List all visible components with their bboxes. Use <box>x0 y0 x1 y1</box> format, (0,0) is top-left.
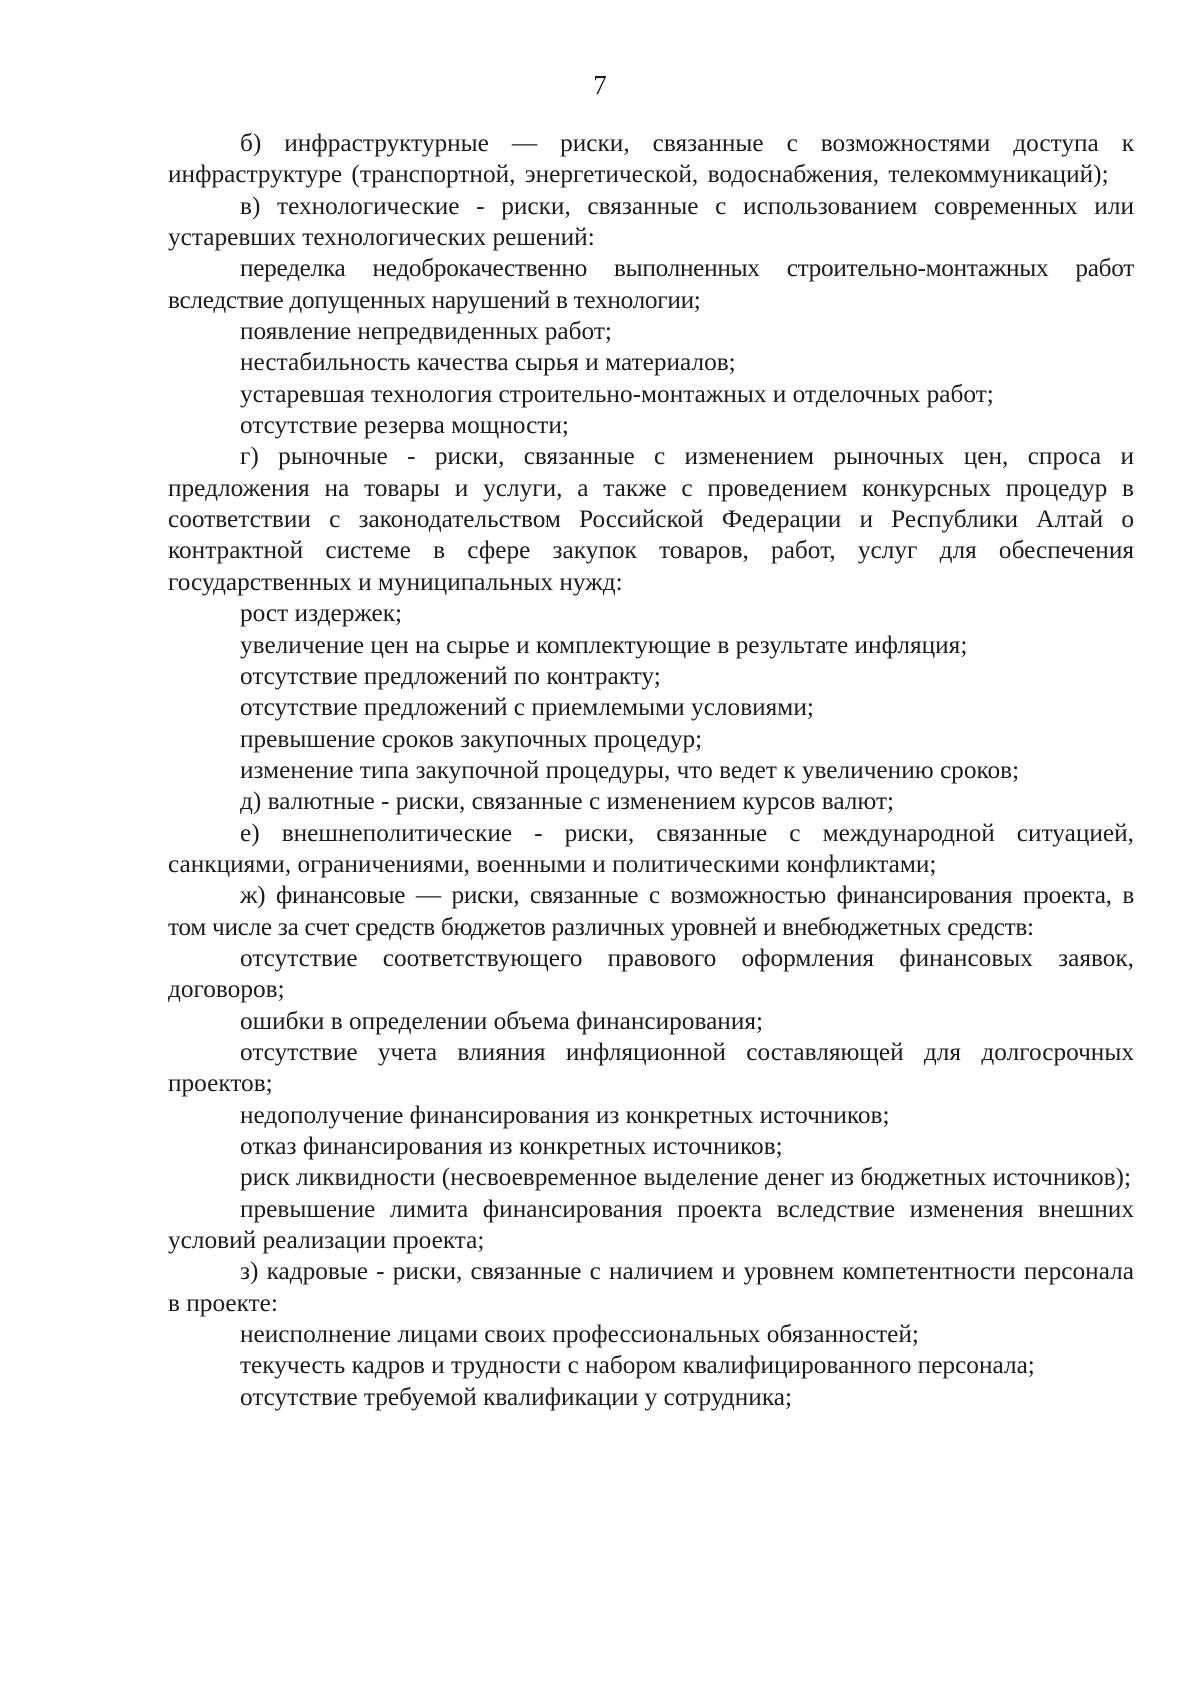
paragraph-foreign-policy-risks: е) внешнеполитические - риски, связанные с международной ситуацией, санкциями, ограничениями, военными и политическими конфликтами; <box>168 818 1134 878</box>
list-item: недополучение финансирования из конкретных источников; <box>240 1100 890 1129</box>
list-item: изменение типа закупочной процедуры, что ведет к увеличению сроков; <box>240 755 1020 784</box>
paragraph-infrastructure-risks: б) инфраструктурные — риски, связанные с возможностями доступа к инфраструктуре (транспортной, энергетической, водоснабжения, телекоммуникаций); <box>168 129 1134 189</box>
list-item: устаревшая технология строительно-монтажных и отделочных работ; <box>240 379 994 408</box>
paragraph-market-risks: г) рыночные - риски, связанные с изменением рыночных цен, спроса и предложения на товары и услуги, а также с проведением конкурсных процедур в соответствии с законодательством Российской Федерации и Республики Алтай о контрактной системе в сфере закупок товаров, работ, услуг для обеспечения государственных и муниципальных нужд: <box>168 442 1134 596</box>
paragraph-personnel-risks: з) кадровые - риски, связанные с наличием и уровнем компетентности персонала в проекте: <box>168 1257 1134 1317</box>
list-item: отсутствие предложений по контракту; <box>240 661 661 690</box>
list-item: переделка недоброкачественно выполненных строительно-монтажных работ вследствие допущенных нарушений в технологии; <box>168 254 1134 314</box>
list-item: неисполнение лицами своих профессиональных обязанностей; <box>240 1320 919 1349</box>
list-item: рост издержек; <box>240 599 403 628</box>
list-item: превышение сроков закупочных процедур; <box>240 724 703 753</box>
paragraph-technological-risks: в) технологические - риски, связанные с использованием современных или устаревших технологических решений: <box>168 191 1134 252</box>
page-number: 7 <box>593 70 607 100</box>
list-item: отсутствие требуемой квалификации у сотрудника; <box>240 1382 792 1411</box>
list-item: нестабильность качества сырья и материалов; <box>240 348 736 377</box>
list-item: отсутствие предложений с приемлемыми условиями; <box>240 693 814 722</box>
paragraph-financial-risks: ж) финансовые — риски, связанные с возможностью финансирования проекта, в том числе за счет средств бюджетов различных уровней и внебюджетных средств: <box>168 881 1134 941</box>
document-body <box>168 128 1134 1413</box>
list-item: отсутствие соответствующего правового оформления финансовых заявок, договоров; <box>168 943 1134 1004</box>
list-item: отказ финансирования из конкретных источников; <box>240 1132 783 1160</box>
list-item: появление непредвиденных работ; <box>240 317 612 346</box>
list-item: текучесть кадров и трудности с набором квалифицированного персонала; <box>240 1351 1035 1380</box>
list-item: риск ликвидности (несвоевременное выделение денег из бюджетных источников); <box>240 1163 1131 1192</box>
list-item: увеличение цен на сырье и комплектующие в результате инфляция; <box>240 630 968 659</box>
list-item: отсутствие резерва мощности; <box>240 411 569 440</box>
list-item: ошибки в определении объема финансирования; <box>240 1006 764 1035</box>
list-item: отсутствие учета влияния инфляционной составляющей для долгосрочных проектов; <box>168 1037 1134 1098</box>
paragraph-currency-risks: д) валютные - риски, связанные с изменением курсов валют; <box>240 787 895 816</box>
list-item: превышение лимита финансирования проекта вследствие изменения внешних условий реализации проекта; <box>168 1194 1134 1255</box>
